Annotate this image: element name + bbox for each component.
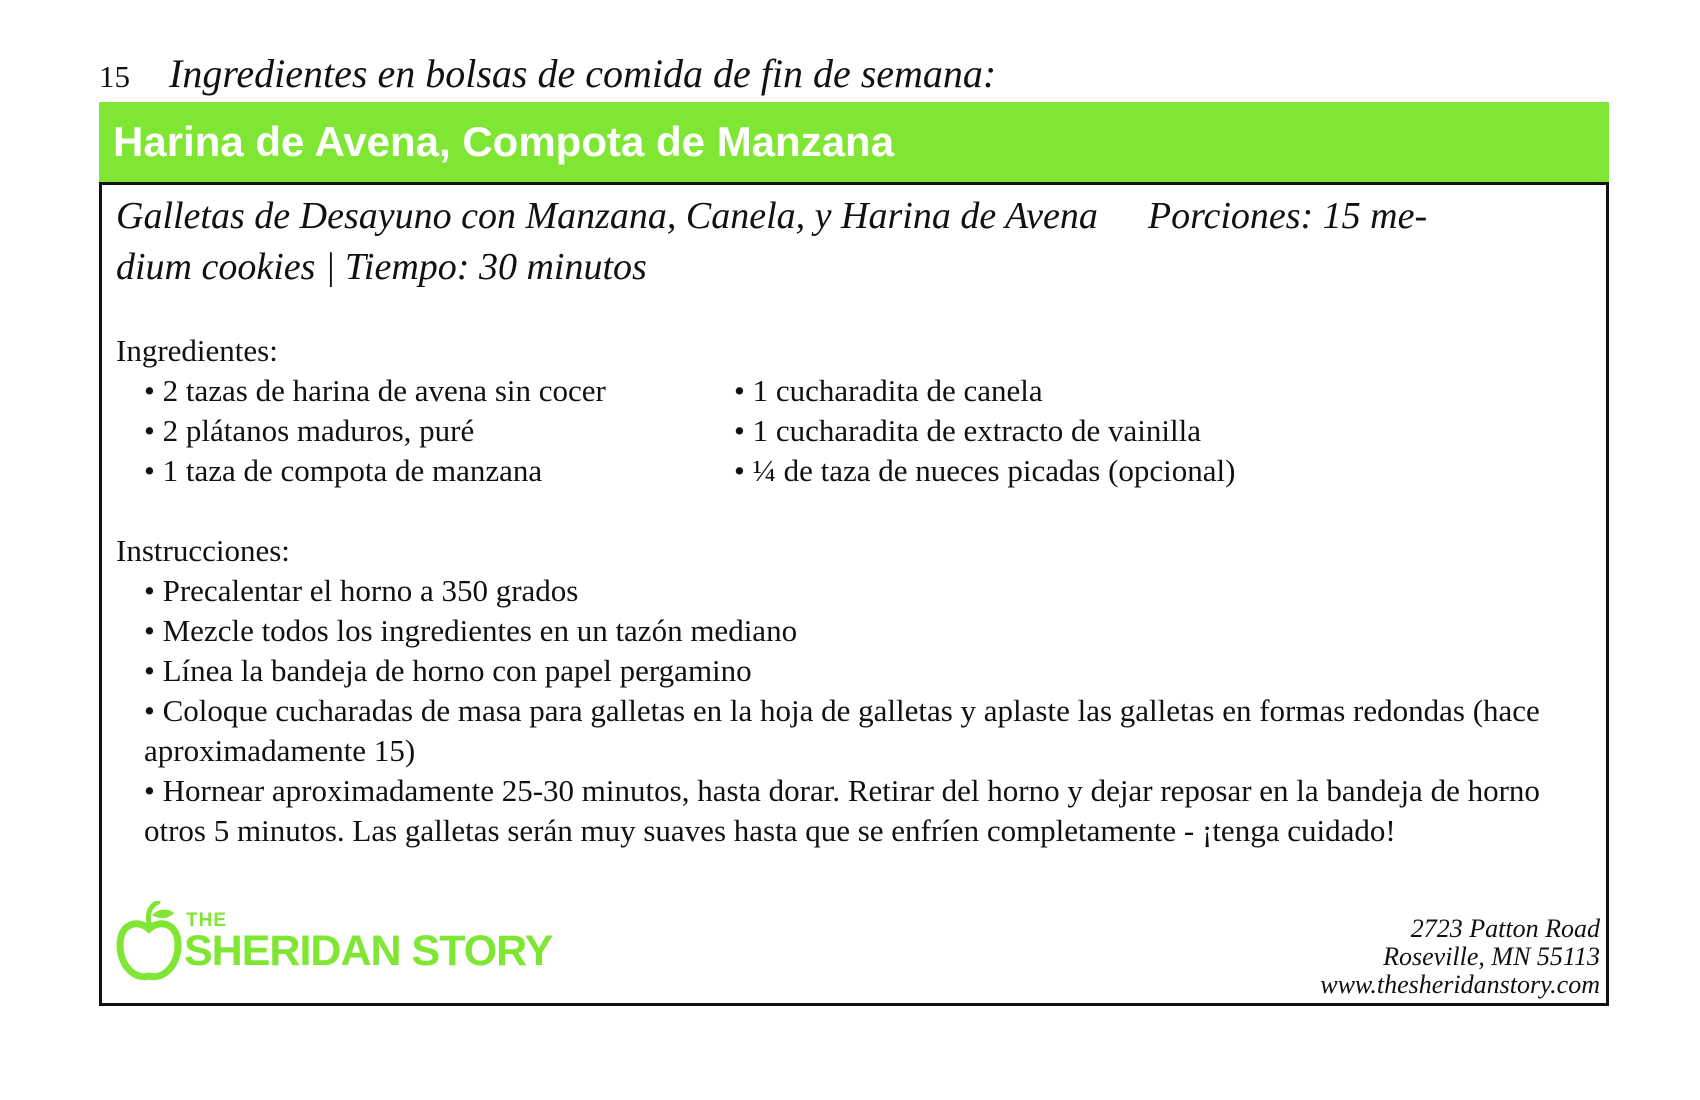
page-number: 15: [99, 59, 130, 94]
address-city: Roseville, MN 55113: [1383, 942, 1600, 971]
recipe-name: Galletas de Desayuno con Manzana, Canela, y Harina de Avena: [116, 195, 1098, 237]
ingredients-label: Ingredientes:: [116, 333, 278, 368]
ingredient-item: • 2 plátanos maduros, puré: [144, 411, 734, 451]
recipe-card: [99, 102, 1609, 1006]
instruction-step: • Línea la bandeja de horno con papel pergamino: [144, 651, 1568, 691]
sheridan-story-logo: [116, 901, 552, 983]
ingredient-item: • 1 cucharadita de extracto de vainilla: [734, 411, 1235, 451]
section-heading: Ingredientes en bolsas de comida de fin de semana:: [169, 51, 997, 96]
logo-small-text: THE: [186, 910, 227, 931]
page-header: [99, 50, 1599, 100]
ingredient-item: • 1 taza de compota de manzana: [144, 451, 734, 491]
recipe-title: Harina de Avena, Compota de Manzana: [99, 102, 1609, 182]
address-website: www.thesheridanstory.com: [1320, 970, 1600, 999]
ingredient-item: • ¼ de taza de nueces picadas (opcional): [734, 451, 1235, 491]
address-block: [1320, 915, 1600, 999]
instructions-list: [116, 571, 1568, 851]
recipe-heading: [116, 191, 1568, 293]
apple-icon: [116, 901, 182, 983]
servings: Porciones: 15 me-: [1147, 195, 1428, 237]
logo-big-text: SHERIDAN STORY: [184, 927, 553, 975]
instruction-step: • Mezcle todos los ingredientes en un tazón mediano: [144, 611, 1568, 651]
servings-time: dium cookies | Tiempo: 30 minutos: [116, 246, 647, 288]
logo-text: [184, 911, 552, 973]
instruction-step: • Hornear aproximadamente 25-30 minutos, hasta dorar. Retirar del horno y dejar reposar en la bandeja de horno otros 5 minutos. Las galletas serán muy suaves hasta que se enfríen completamente - ¡tenga cuidado!: [144, 771, 1568, 851]
instruction-step: • Precalentar el horno a 350 grados: [144, 571, 1568, 611]
instruction-step: • Coloque cucharadas de masa para galletas en la hoja de galletas y aplaste las galletas en formas redondas (hace aproximadamente 15): [144, 691, 1568, 771]
instructions-label: Instrucciones:: [116, 533, 290, 568]
address-street: 2723 Patton Road: [1410, 914, 1600, 943]
ingredient-item: • 1 cucharadita de canela: [734, 371, 1235, 411]
ingredients-left-column: [144, 371, 734, 491]
ingredients-right-column: [734, 371, 1235, 491]
recipe-body: [99, 182, 1609, 1006]
ingredient-item: • 2 tazas de harina de avena sin cocer: [144, 371, 734, 411]
ingredients-list: [116, 371, 1568, 491]
